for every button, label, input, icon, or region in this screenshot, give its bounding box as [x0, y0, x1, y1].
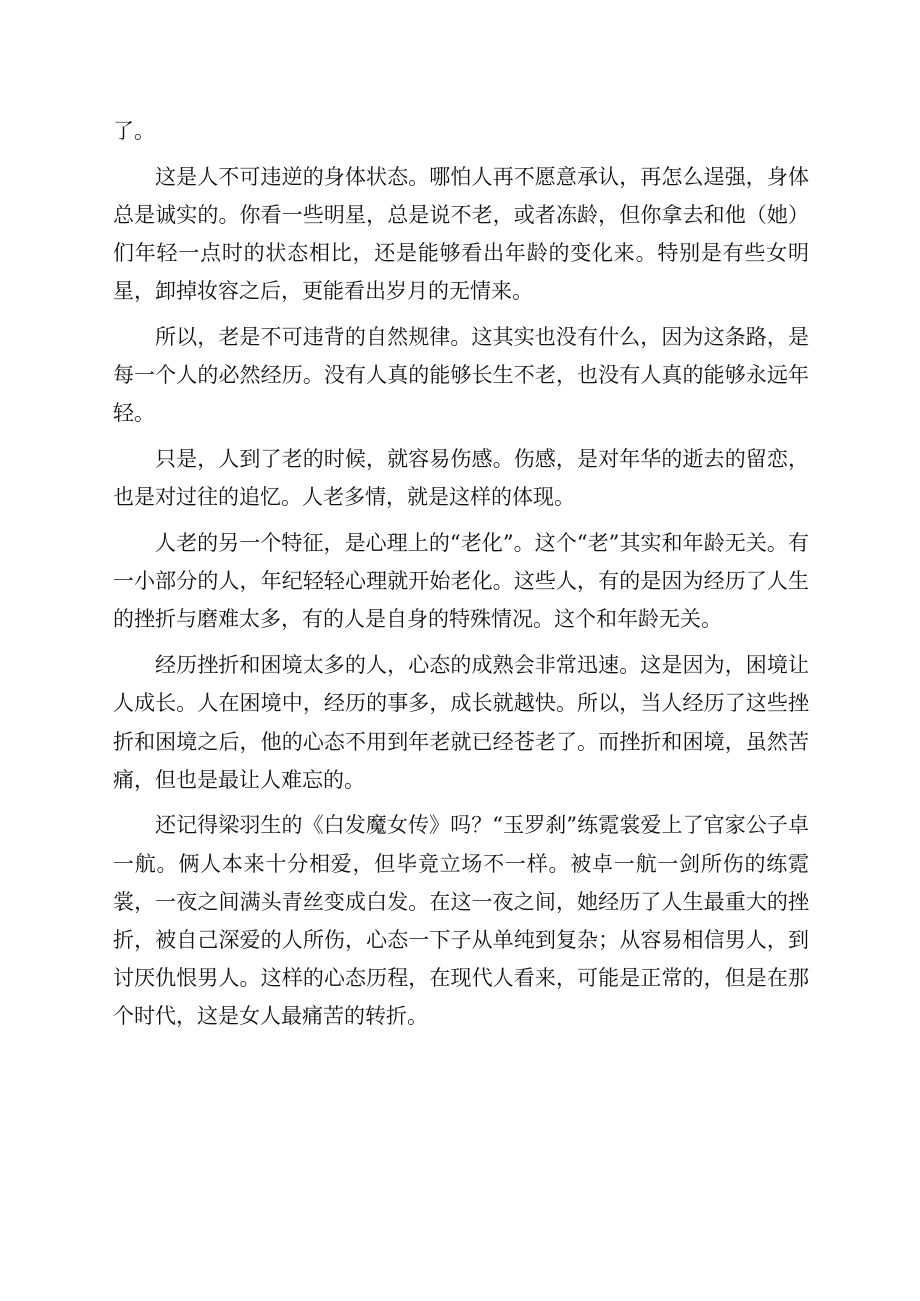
document-body: [113, 112, 809, 1043]
paragraph: 经历挫折和困境太多的人，心态的成熟会非常迅速。这是因为，困境让人成长。人在困境中，经历的事多，成长就越快。所以，当人经历了这些挫折和困境之后，他的心态不用到年老就已经苍老了。而挫折和困境，虽然苦痛，但也是最让人难忘的。: [113, 653, 809, 792]
paragraph: 只是，人到了老的时候，就容易伤感。伤感，是对年华的逝去的留恋，也是对过往的追忆。人老多情，就是这样的体现。: [113, 447, 809, 510]
paragraph: 所以，老是不可违背的自然规律。这其实也没有什么，因为这条路，是每一个人的必然经历。没有人真的能够长生不老，也没有人真的能够永远年轻。: [113, 325, 809, 426]
paragraph-continuation: 了。: [113, 119, 155, 143]
paragraph: 人老的另一个特征，是心理上的“老化”。这个“老”其实和年龄无关。有一小部分的人，年纪轻轻心理就开始老化。这些人，有的是因为经历了人生的挫折与磨难太多，有的人是自身的特殊情况。这个和年龄无关。: [113, 531, 809, 632]
paragraph: 这是人不可违逆的身体状态。哪怕人再不愿意承认，再怎么逞强，身体总是诚实的。你看一些明星，总是说不老，或者冻龄，但你拿去和他（她）们年轻一点时的状态相比，还是能够看出年龄的变化来。特别是有些女明星，卸掉妆容之后，更能看出岁月的无情来。: [113, 164, 809, 304]
paragraph: 还记得梁羽生的《白发魔女传》吗？“玉罗刹”练霓裳爱上了官家公子卓一航。俩人本来十分相爱，但毕竟立场不一样。被卓一航一剑所伤的练霓裳，一夜之间满头青丝变成白发。在这一夜之间，她经历了人生最重大的挫折，被自己深爱的人所伤，心态一下子从单纯到复杂；从容易相信男人，到讨厌仇恨男人。这样的心态历程，在现代人看来，可能是正常的，但是在那个时代，这是女人最痛苦的转折。: [113, 813, 809, 1029]
